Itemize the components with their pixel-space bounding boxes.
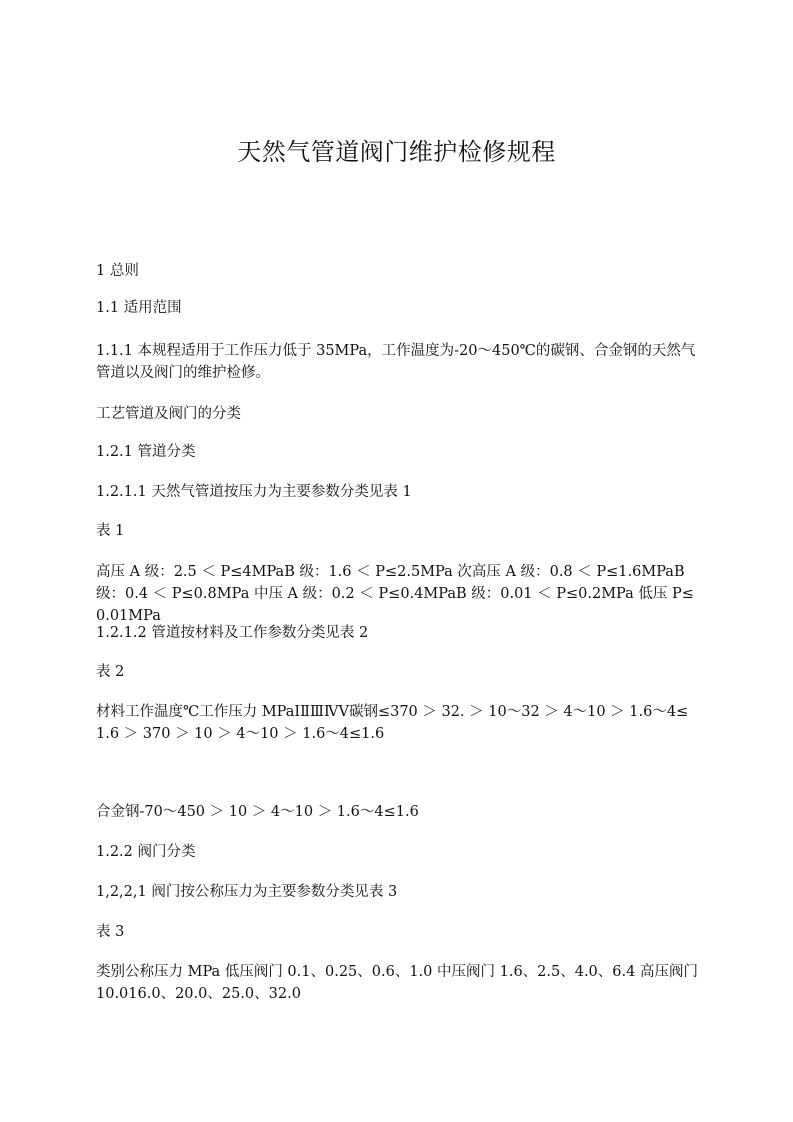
subsection-heading-valve-classification: 1.2.2 阀门分类 bbox=[96, 844, 196, 860]
paragraph-pipe-pressure-classification: 1.2.1.1 天然气管道按压力为主要参数分类见表 1 bbox=[96, 484, 412, 500]
subsection-heading-scope: 1.1 适用范围 bbox=[96, 300, 182, 316]
table-2-content: 材料工作温度℃工作压力 MPaⅠⅡⅢⅣⅤ碳钢≤370 ＞ 32. ＞ 10～32 ＞ 4～10 ＞ 1.6～4≤1.6 ＞ 370 ＞ 10 ＞ 4～10 ＞ 1.6～4≤1.6 bbox=[96, 704, 689, 742]
table-label-2: 表 2 bbox=[96, 664, 125, 680]
paragraph-scope-text: 1.1.1 本规程适用于工作压力低于 35MPa，工作温度为-20～450℃的碳钢、合金钢的天然气管道以及阀门的维护检修。 bbox=[96, 343, 696, 381]
table-label-3: 表 3 bbox=[96, 924, 125, 940]
document-title: 天然气管道阀门维护检修规程 bbox=[237, 138, 556, 166]
subsection-heading-pipe-classification: 1.2.1 管道分类 bbox=[96, 444, 196, 460]
subsection-heading-classification: 工艺管道及阀门的分类 bbox=[96, 406, 241, 422]
paragraph-valve-pressure-classification: 1,2,2,1 阀门按公称压力为主要参数分类见表 3 bbox=[96, 884, 398, 900]
section-heading-general: 1 总则 bbox=[96, 263, 139, 279]
table-label-1: 表 1 bbox=[96, 523, 125, 539]
table-1-content: 高压 A 级：2.5 ＜ P≤4MPaB 级：1.6 ＜ P≤2.5MPa 次高压 A 级：0.8 ＜ P≤1.6MPaB 级：0.4 ＜ P≤0.8MPa 中压 A 级：0.2 ＜ P≤0.4MPaB 级：0.01 ＜ P≤0.2MPa 低压 P≤0.01MPa bbox=[96, 564, 694, 624]
table-2-alloy-steel-row: 合金钢-70～450 ＞ 10 ＞ 4～10 ＞ 1.6～4≤1.6 bbox=[96, 804, 419, 820]
table-3-content: 类别公称压力 MPa 低压阀门 0.1、0.25、0.6、1.0 中压阀门 1.6、2.5、4.0、6.4 高压阀门 10.016.0、20.0、25.0、32.0 bbox=[96, 964, 698, 1002]
paragraph-pipe-material-classification: 1.2.1.2 管道按材料及工作参数分类见表 2 bbox=[96, 625, 369, 641]
